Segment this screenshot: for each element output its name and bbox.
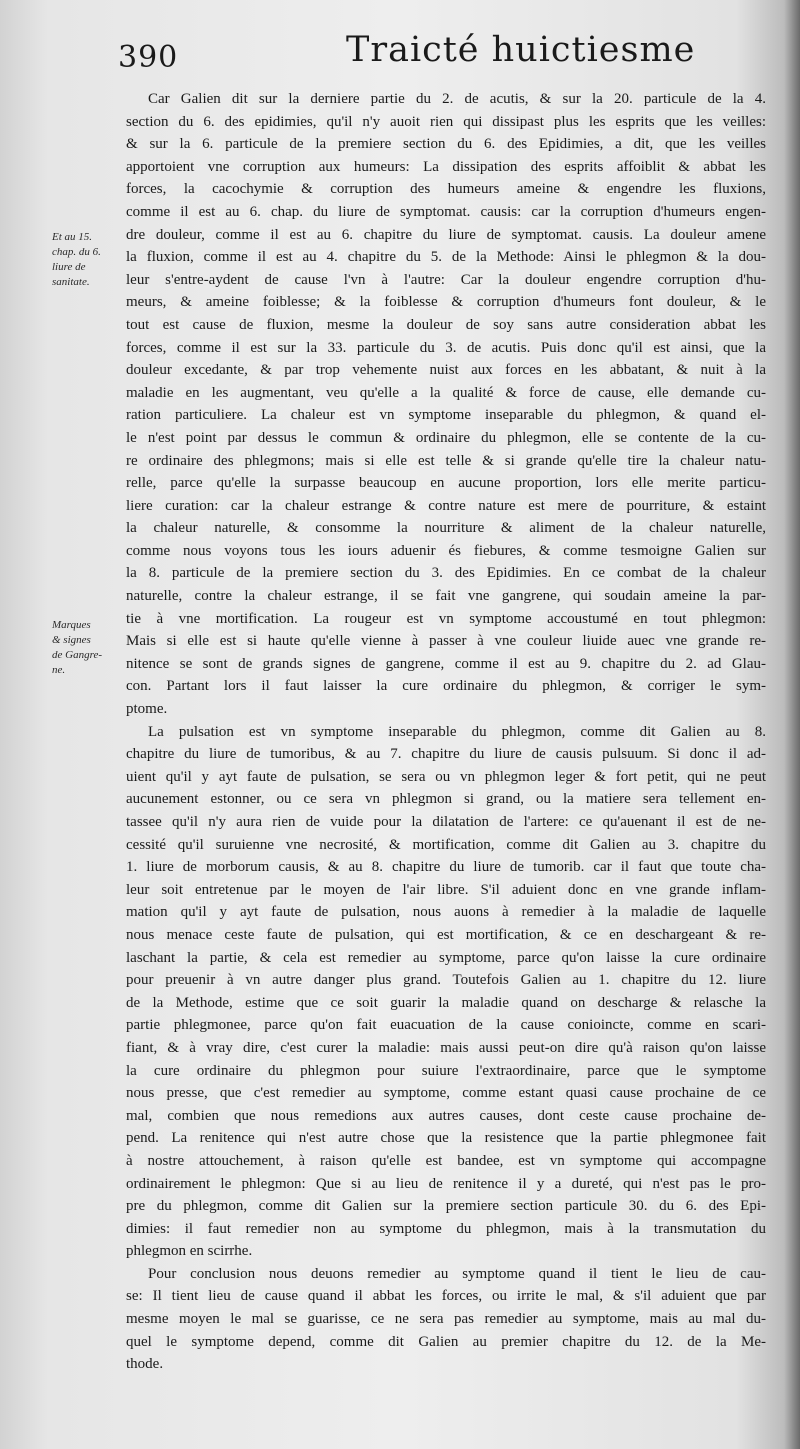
text-line: liere curation: car la chaleur estrange & contre nature est mere de pourriture, & estaint [126,497,766,514]
margin-note-line: ne. [52,664,66,676]
text-line: naturelle, contre la chaleur estrange, il se fait vne gangrene, qui soudain ameine la par- [126,588,766,605]
page-header [118,30,778,86]
text-line: se: Il tient lieu de cause quand il abbat les forces, ou irrite le mal, & s'il aduient que par [126,1288,766,1305]
text-line: ptome. [126,701,168,718]
text-line: forces, comme il est sur la 33. particule du 3. de acutis. Puis donc qu'il est ainsi, que la [126,339,766,356]
text-line: mation qu'il y ayt faute de pulsation, nous auons à remedier à la maladie de laquelle [126,904,766,921]
text-line: aucunement estonner, ou ce sera vn phlegmon si grand, ou la matiere sera tellement en- [126,791,766,808]
margin-note-line: Marques [52,619,91,631]
text-line: tassee qu'il n'y aura rien de vuide pour la dilatation de l'artere: ce qu'auenant il est de ne- [126,814,766,830]
margin-note-line: Et au 15. [52,231,93,243]
text-line: mal, combien que nous remedions aux autres causes, dont ceste cause prochaine de- [126,1107,766,1124]
text-line: La pulsation est vn symptome inseparable du phlegmon, comme dit Galien au 8. [148,723,766,740]
margin-note-line: sanitate. [52,276,90,288]
text-line: phlegmon en scirrhe. [126,1243,253,1260]
text-line: thode. [126,1356,164,1373]
body-text [126,88,766,1376]
text-line: Car Galien dit sur la derniere partie du 2. de acutis, & sur la 20. particule de la 4. [148,91,766,107]
text-line: tout est cause de fluxion, mesme la douleur de soy sans autre consideration abbat les [126,316,766,333]
text-line: la 8. particule de la premiere section du 3. des Epidimies. En ce combat de la chaleur [126,565,766,582]
text-line: 1. liure de morborum causis, & au 8. chapitre du liure de tumorib. car il faut que toute cha- [126,859,766,876]
margin-note-line: de Gangre- [52,649,102,661]
text-line: Pour conclusion nous deuons remedier au symptome quand il tient le lieu de cau- [148,1265,766,1282]
text-line: mesme moyen le mal se guarisse, ce ne sera pas remedier au symptome, mais au mal du- [126,1311,766,1328]
text-line: dre douleur, comme il est au 6. chapitre du liure de symptomat. causis. La douleur amene [126,226,766,243]
text-line: fiant, & à vray dire, c'est curer la maladie: mais aussi peut-on dire qu'à raison qu'on laisse [126,1039,766,1056]
text-line: uient qu'il y ayt faute de pulsation, se sera ou vn phlegmon leger & fort petit, qui ne peut [126,768,766,785]
text-line: de la Methode, estime que ce soit guarir la maladie quand on descharge & relasche la [126,994,766,1011]
paragraph [126,721,766,1263]
text-line: comme nous voyons tous les iours aduenir és fiebures, & comme tesmoigne Galien sur [126,542,766,559]
text-line: apportoient vne corruption aux humeurs: La dissipation des esprits affoiblit & abbat les [126,158,766,175]
text-line: nous presse, que c'est remedier au symptome, comme estant quasi cause prochaine de ce [126,1085,766,1102]
margin-note [52,230,124,290]
text-line: & sur la 6. particule de la premiere section du 6. des Epidimies, a dit, que les veilles [126,136,766,153]
text-line: comme il est au 6. chap. du liure de symptomat. causis: car la corruption d'humeurs engen- [126,203,766,220]
text-line: nous menace ceste faute de pulsation, qui est mortification, & ce en deschargeant & re- [126,926,766,943]
margin-note [52,618,124,678]
text-line: con. Partant lors il faut laisser la cure ordinaire du phlegmon, & corriger le sym- [126,678,766,695]
text-line: tie à vne mortification. La rougeur est vn symptome accoustumé en tout phlegmon: [126,610,766,627]
text-line: dimies: il faut remedier non au symptome du phlegmon, mais à la transmutation du [126,1220,766,1237]
text-line: nitence se sont de grands signes de gangrene, comme il est au 9. chapitre du 2. ad Glau- [126,655,766,672]
text-line: relle, parce qu'elle la surpasse beaucoup en aucune proportion, lors elle merite particu- [126,475,766,492]
text-line: quel le symptome depend, comme dit Galien au premier chapitre du 12. de la Me- [126,1333,766,1350]
text-line: laschant la partie, & cela est remedier au symptome, parce qu'on laisse la cure ordinaire [126,949,766,966]
text-line: leur s'entre-aydent de cause l'vn à l'autre: Car la douleur engendre corruption d'hu- [126,271,766,288]
text-line: re ordinaire des phlegmons; mais si elle est telle & si grande qu'elle tire la chaleur natu- [126,452,766,469]
text-line: forces, la cacochymie & corruption des humeurs ameine & engendre les fluxions, [126,181,766,198]
text-line: à nostre attouchement, à raison qu'elle est bandee, est vn symptome qui accompagne [126,1152,766,1169]
page-number: 390 [118,40,179,75]
text-line: cessité qu'il suruienne vne necrosité, & mortification, comme dit Galien au 3. chapitre du [126,836,766,853]
text-line: la cure ordinaire du phlegmon pour suiure l'extraordinaire, parce que le symptome [126,1062,766,1079]
text-line: douleur excedante, & par trop vehemente nuist aux forces en les abbatant, & nuit à la [126,362,766,379]
text-line: partie phlegmonee, parce qu'on fait euacuation de la cause conioincte, comme en scari- [126,1017,766,1034]
text-line: section du 6. des epidimies, qu'il n'y auoit rien qui dissipast plus les esprits que les veilles: [126,113,766,130]
text-line: pend. La renitence qui n'est autre chose que la resistence que la partie phlegmonee fait [126,1130,766,1147]
text-line: leur soit entretenue par le moyen de l'air libre. S'il aduient donc en vne grande inflam- [126,881,766,898]
text-line: ration particuliere. La chaleur est vn symptome inseparable du phlegmon, & quand el- [126,407,766,424]
text-line: pre du phlegmon, comme dit Galien sur la premiere section particule 30. du 6. des Epi- [126,1198,766,1215]
margin-note-line: liure de [52,261,86,273]
text-line: chapitre du liure de tumoribus, & au 7. chapitre du liure de causis pulsuum. Si donc il ad- [126,746,766,763]
text-line: le n'est point par dessus le commun & ordinaire du phlegmon, elle se contente de la cu- [126,429,766,446]
paragraph [126,88,766,721]
text-line: ordinairement le phlegmon: Que si au lieu de renitence il y a dureté, qui n'est pas le pro- [126,1175,766,1192]
margin-note-line: & signes [52,634,91,646]
text-line: maladie en les augmentant, veu qu'elle a la qualité & force de cause, elle demande cu- [126,384,766,401]
text-line: pour preuenir à vn autre danger plus grand. Toutefois Galien au 1. chapitre du 12. liure [126,972,766,989]
text-line: Mais si elle est si haute qu'elle vienne à passer à vne couleur liuide auec vne grande re- [126,633,766,650]
margin-note-line: chap. du 6. [52,246,101,258]
running-title: Traicté huictiesme [346,30,696,70]
text-line: meurs, & ameine foiblesse; & la foiblesse & corruption d'humeurs font douleur, & le [126,294,766,311]
paragraph [126,1263,766,1376]
text-line: la fluxion, comme il est au 4. chapitre du 5. de la Methode: Ainsi le phlegmon & la dou- [126,249,766,266]
text-line: la chaleur naturelle, & consomme la nourriture & aliment de la chaleur naturelle, [126,520,766,537]
